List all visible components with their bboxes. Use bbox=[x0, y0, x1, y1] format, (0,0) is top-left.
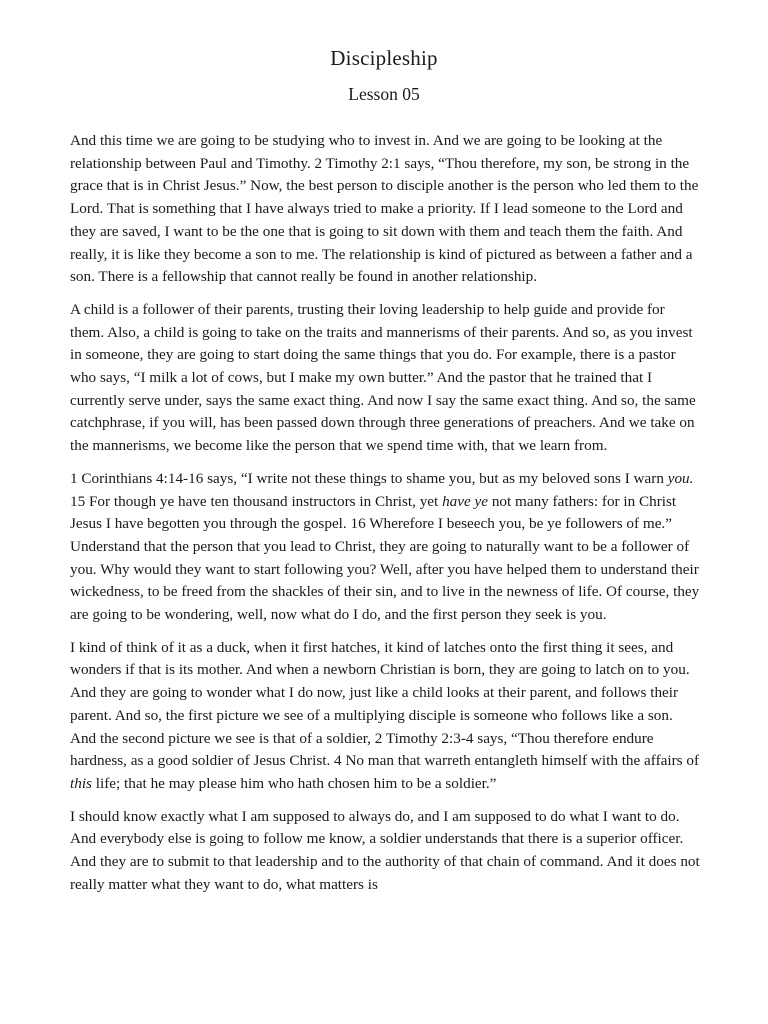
paragraph-5: I should know exactly what I am supposed to always do, and I am supposed to do what I want to do. And everybody else is going to follow me know, a soldier understands that there is a superior officer. And they are to submit to that leadership and to the authority of that chain of command. And it does not really matter what they want to do, what matters is bbox=[70, 807, 700, 893]
paragraph-4-text-b: life; that he may please him who hath chosen him to be a soldier.” bbox=[91, 774, 497, 792]
paragraph-2: A child is a follower of their parents, trusting their loving leadership to help guide and provide for them. Also, a child is going to take on the traits and mannerisms of their parents. And so, as you invest in someone, they are going to start doing the same things that you do. For example, there is a pastor who says, “I milk a lot of cows, but I make my own butter.” And the pastor that he trained that I currently serve under, says the same exact thing. And now I say the same exact thing. And so, the same catchphrase, if you will, has been passed down through three generations of preachers. And we take on the mannerisms, we become like the person that we spend time with, that we learn from. bbox=[70, 300, 696, 455]
paragraph-3-text-b: 15 For though ye have ten thousand instructors in Christ, yet bbox=[70, 492, 443, 510]
paragraph-3-text-c: not many fathers: for in Christ Jesus I have begotten you through the gospel. 16 Wherefore I beseech you, be ye followers of me.” Understand that the person that you lead to Christ, they are going to naturally want to be a follower of you. Why would they want to start following you? Well, after you have helped them to understand their wickedness, to be freed from the shackles of their sin, and to live in the newness of life. Of course, they are going to be wondering, well, now what do I do, and the first person they seek is you. bbox=[70, 492, 700, 624]
paragraph-3-text-a: 1 Corinthians 4:14-16 says, “I write not these things to shame you, but as my beloved sons I warn bbox=[70, 469, 668, 487]
lesson-subtitle: Lesson 05 bbox=[348, 84, 420, 104]
paragraph-3-italic-have-ye: have ye bbox=[442, 492, 489, 510]
paragraph-3-italic-you: you. bbox=[667, 469, 694, 487]
body-text bbox=[70, 130, 700, 907]
paragraph-1: And this time we are going to be studying who to invest in. And we are going to be looking at the relationship between Paul and Timothy. 2 Timothy 2:1 says, “Thou therefore, my son, be strong in the grace that is in Christ Jesus.” Now, the best person to disciple another is the person who led them to the Lord. That is something that I have always tried to make a priority. If I lead someone to the Lord and they are saved, I want to be the one that is going to sit down with them and teach them the faith. And really, it is like they become a son to me. The relationship is kind of pictured as between a father and a son. There is a fellowship that cannot really be found in another relationship. bbox=[70, 132, 699, 286]
paragraph-3 bbox=[70, 468, 700, 627]
paragraph-4-italic-this: this bbox=[70, 774, 92, 792]
paragraph-4-text-a: I kind of think of it as a duck, when it first hatches, it kind of latches onto the first thing it sees, and wonders if that is its mother. And when a newborn Christian is born, they are going to latch on to you. And they are going to wonder what I do now, just like a child looks at their parent, and follows their parent. And so, the first picture we see of a multiplying disciple is someone who follows like a son. And the second picture we see is that of a soldier, 2 Timothy 2:3-4 says, “Thou therefore endure hardness, as a good soldier of Jesus Christ. 4 No man that warreth entangleth himself with the affairs of bbox=[70, 638, 700, 770]
paragraph-4 bbox=[70, 637, 700, 796]
page-title: Discipleship bbox=[330, 46, 438, 70]
